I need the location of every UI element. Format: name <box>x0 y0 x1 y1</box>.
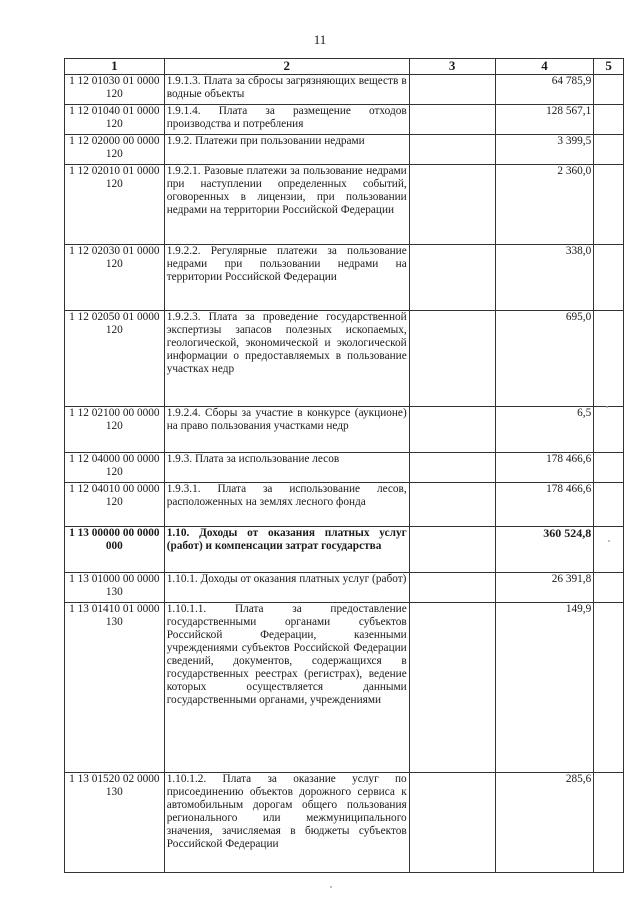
code-cell: 1 12 01040 01 0000 120 <box>65 105 165 135</box>
code-cell: 1 12 01030 01 0000 120 <box>65 75 165 105</box>
table-row <box>65 165 624 245</box>
amount-cell: 64 785,9 <box>495 75 594 105</box>
name-cell: 1.9.3. Плата за использование лесов <box>164 453 409 483</box>
col3-cell <box>409 603 495 773</box>
amount-cell: 2 360,0 <box>495 165 594 245</box>
col3-cell <box>409 165 495 245</box>
header-col-5: 5 <box>594 59 624 75</box>
name-cell: 1.9.2. Платежи при пользовании недрами <box>164 135 409 165</box>
code-cell: 1 12 02030 01 0000 120 <box>65 245 165 311</box>
amount-cell: 360 524,8 <box>495 527 594 573</box>
table-row <box>65 311 624 407</box>
col5-cell <box>594 75 624 105</box>
name-cell: 1.9.1.3. Плата за сбросы загрязняющих веществ в водные объекты <box>164 75 409 105</box>
col5-cell <box>594 135 624 165</box>
col5-cell <box>594 603 624 773</box>
table-row <box>65 75 624 105</box>
col5-cell <box>594 573 624 603</box>
header-col-3: 3 <box>409 59 495 75</box>
col3-cell <box>409 773 495 873</box>
name-cell: 1.9.1.4. Плата за размещение отходов производства и потребления <box>164 105 409 135</box>
amount-cell: 338,0 <box>495 245 594 311</box>
page-number: 11 <box>313 32 327 47</box>
name-cell: 1.9.2.4. Сборы за участие в конкурсе (аукционе) на право пользования участками недр <box>164 407 409 453</box>
col3-cell <box>409 135 495 165</box>
amount-cell: 149,9 <box>495 603 594 773</box>
col5-cell <box>594 311 624 407</box>
col3-cell <box>409 573 495 603</box>
header-col-2: 2 <box>164 59 409 75</box>
amount-cell: 285,6 <box>495 773 594 873</box>
code-cell: 1 12 04000 00 0000 120 <box>65 453 165 483</box>
name-cell: 1.9.2.3. Плата за проведение государственной экспертизы запасов полезных ископаемых, геологической, экономической и экологической информации о предоставляемых в пользование участках недр <box>164 311 409 407</box>
name-cell: 1.10.1. Доходы от оказания платных услуг (работ) <box>164 573 409 603</box>
scan-speck <box>606 406 608 408</box>
col3-cell <box>409 75 495 105</box>
name-cell: 1.10.1.1. Плата за предоставление государственными органами субъектов Российской Федерации, казенными учреждениями субъектов Российской Федерации сведений, документов, содержащихся в государственных реестрах (регистрах), ведение которых осуществляется данными государственными органами, учреждениями <box>164 603 409 773</box>
table-row <box>65 603 624 773</box>
table-row <box>65 105 624 135</box>
table-row <box>65 245 624 311</box>
amount-cell: 3 399,5 <box>495 135 594 165</box>
amount-cell: 6,5 <box>495 407 594 453</box>
col3-cell <box>409 105 495 135</box>
col5-cell <box>594 165 624 245</box>
code-cell: 1 13 01410 01 0000 130 <box>65 603 165 773</box>
col5-cell <box>594 483 624 527</box>
table-row <box>65 135 624 165</box>
budget-revenue-table <box>64 58 624 873</box>
table-row <box>65 483 624 527</box>
col3-cell <box>409 527 495 573</box>
table-row <box>65 407 624 453</box>
header-col-1: 1 <box>65 59 165 75</box>
table-row <box>65 527 624 573</box>
code-cell: 1 13 01000 00 0000 130 <box>65 573 165 603</box>
col5-cell <box>594 773 624 873</box>
code-cell: 1 13 00000 00 0000 000 <box>65 527 165 573</box>
scan-speck <box>608 540 610 542</box>
name-cell: 1.9.2.2. Регулярные платежи за пользование недрами при пользовании недрами на территории Российской Федерации <box>164 245 409 311</box>
col5-cell <box>594 453 624 483</box>
code-cell: 1 12 04010 00 0000 120 <box>65 483 165 527</box>
header-col-4: 4 <box>495 59 594 75</box>
name-cell: 1.10.1.2. Плата за оказание услуг по присоединению объектов дорожного сервиса к автомобильным дорогам общего пользования регионального или межмуниципального значения, зачисляемая в бюджеты субъектов Российской Федерации <box>164 773 409 873</box>
amount-cell: 695,0 <box>495 311 594 407</box>
amount-cell: 26 391,8 <box>495 573 594 603</box>
col3-cell <box>409 483 495 527</box>
col5-cell <box>594 245 624 311</box>
scan-speck <box>330 886 332 888</box>
code-cell: 1 12 02050 01 0000 120 <box>65 311 165 407</box>
amount-cell: 128 567,1 <box>495 105 594 135</box>
table-row <box>65 573 624 603</box>
amount-cell: 178 466,6 <box>495 453 594 483</box>
name-cell: 1.9.3.1. Плата за использование лесов, расположенных на землях лесного фонда <box>164 483 409 527</box>
code-cell: 1 13 01520 02 0000 130 <box>65 773 165 873</box>
amount-cell: 178 466,6 <box>495 483 594 527</box>
code-cell: 1 12 02010 01 0000 120 <box>65 165 165 245</box>
col3-cell <box>409 453 495 483</box>
col3-cell <box>409 407 495 453</box>
col3-cell <box>409 245 495 311</box>
name-cell: 1.10. Доходы от оказания платных услуг (работ) и компенсации затрат государства <box>164 527 409 573</box>
col3-cell <box>409 311 495 407</box>
col5-cell <box>594 527 624 573</box>
code-cell: 1 12 02000 00 0000 120 <box>65 135 165 165</box>
col5-cell <box>594 407 624 453</box>
col5-cell <box>594 105 624 135</box>
table-row <box>65 453 624 483</box>
table-header-row <box>65 59 624 75</box>
code-cell: 1 12 02100 00 0000 120 <box>65 407 165 453</box>
table-row <box>65 773 624 873</box>
table-body <box>65 75 624 873</box>
name-cell: 1.9.2.1. Разовые платежи за пользование недрами при наступлении определенных событий, оговоренных в лицензии, при пользовании недрами на территории Российской Федерации <box>164 165 409 245</box>
